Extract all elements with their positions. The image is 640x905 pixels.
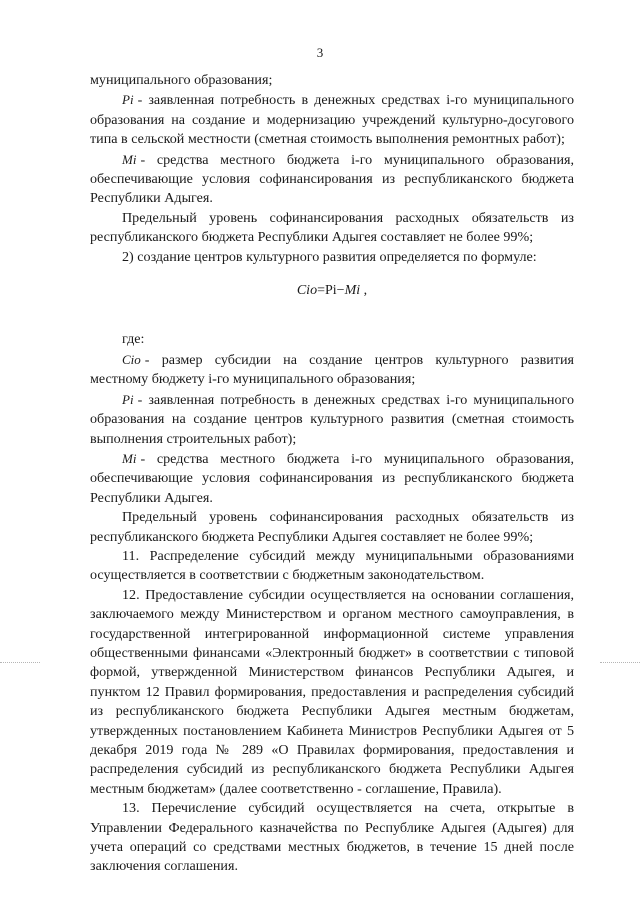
paragraph-cofinancing-limit-2: Предельный уровень софинансирования расходных обязательств из республиканского бюджета Республики Адыгея составляет не более 99%; — [90, 509, 574, 545]
paragraph-cio-definition — [90, 350, 574, 390]
variable-mi: Mi — [122, 151, 137, 167]
formula — [90, 281, 574, 300]
paragraph-item-13: 13. Перечисление субсидий осуществляется на счета, открытые в Управлении Федерального казначейства по Республике Адыгея (Адыгея) для учета операций со средствами местных бюджетов, в течение 15 дней после заключения соглашения. — [90, 800, 574, 875]
formula-term-pi: Pi — [324, 283, 337, 299]
scan-artifact-left — [0, 662, 40, 665]
scan-artifact-right — [600, 662, 640, 665]
paragraph-mi-definition-1 — [90, 150, 574, 209]
mi-definition-text-2: - средства местного бюджета i-го муниципального образования, обеспечивающие условия софинансирования из республиканского бюджета Республики Адыгея. — [90, 450, 574, 506]
variable-cio: Cio — [122, 351, 141, 367]
pi-definition-text: - заявленная потребность в денежных средствах i-го муниципального образования на создание и модернизацию учреждений культурно-досугового типа в сельской местности (сметная стоимость выполнения ремонтных работ); — [90, 92, 574, 148]
formula-trail: , — [360, 283, 368, 299]
variable-pi: Pi — [122, 92, 134, 108]
document-body — [90, 71, 574, 877]
paragraph-mi-definition-2 — [90, 449, 574, 508]
formula-minus: − — [336, 283, 345, 299]
formula-term-mi: Mi — [344, 283, 361, 299]
paragraph-pi-definition-1 — [90, 90, 574, 149]
paragraph-item-11: 11. Распределение субсидий между муниципальными образованиями осуществляется в соответствии с бюджетным законодательством. — [90, 547, 574, 584]
paragraph-cofinancing-limit-1: Предельный уровень софинансирования расходных обязательств из республиканского бюджета Республики Адыгея составляет не более 99%; — [90, 209, 574, 246]
variable-mi-2: Mi — [122, 450, 137, 466]
mi-definition-text: - средства местного бюджета i-го муниципального образования, обеспечивающие условия софинансирования из республиканского бюджета Республики Адыгея. — [90, 151, 574, 207]
variable-pi-2: Pi — [122, 391, 134, 407]
paragraph-culture-centers-formula-intro: 2) создание центров культурного развития определяется по формуле: — [122, 248, 537, 265]
paragraph-pi-definition-2 — [90, 390, 574, 449]
formula-lhs: Cio — [296, 283, 318, 299]
paragraph-where: где: — [122, 331, 145, 348]
page-number: 3 — [316, 45, 324, 60]
paragraph-continuation: муниципального образования; — [90, 72, 273, 88]
paragraph-item-12: 12. Предоставление субсидии осуществляется на основании соглашения, заключаемого между Министерством и органом местного самоуправления, в государственной интегрированной информационной системе управления общественными финансами «Электронный бюджет» в соответствии с типовой формой, утвержденной Министерством финансов Республики Адыгея, и пунктом 12 Правил формирования, предоставления и распределения субсидий из республиканского бюджета Республики Адыгея местным бюджетам, утвержденных постановлением Кабинета Министров Республики Адыгея от 5 декабря 2019 года № 289 «О Правилах формирования, предоставления и распределения субсидий из республиканского бюджета Республики Адыгея местным бюджетам» (далее соответственно - соглашение, Правила). — [90, 586, 574, 797]
formula-equals: = — [317, 283, 325, 299]
pi-definition-text-2: - заявленная потребность в денежных средствах i-го муниципального образования на создание центров культурного развития (сметная стоимость выполнения строительных работ); — [90, 391, 574, 447]
cio-definition-text: - размер субсидии на создание центров культурного развития местному бюджету i-го муниципального образования; — [90, 351, 574, 388]
